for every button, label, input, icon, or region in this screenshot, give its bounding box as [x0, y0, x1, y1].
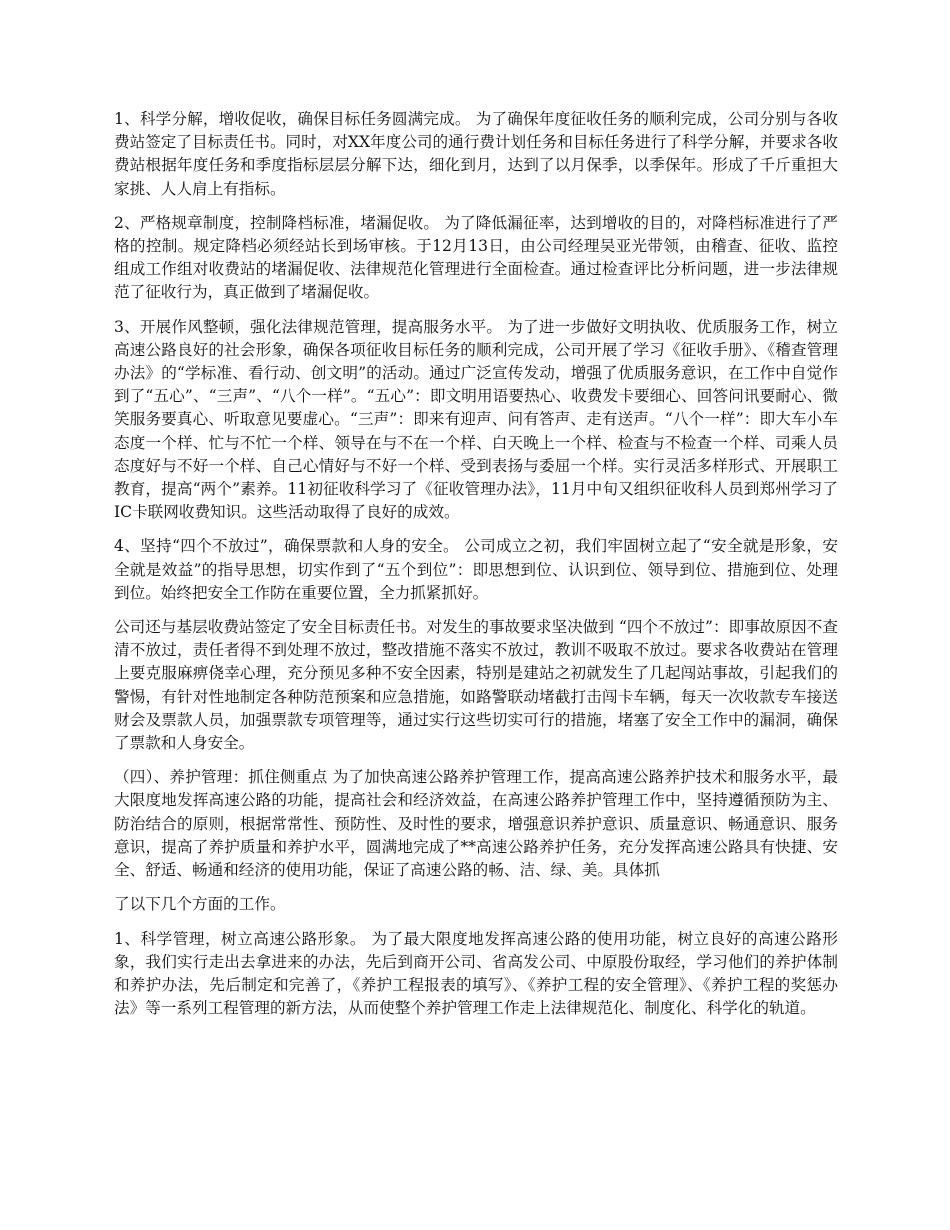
paragraph-7: 了以下几个方面的工作。 [114, 895, 286, 914]
paragraph-5: 公司还与基层收费站签定了安全目标责任书。对发生的事故要求坚决做到 “四个不放过”：即事故原因不查清不放过，责任者得不到处理不放过，整改措施不落实不放过，教训不吸取不放过。要求各收费站在管理上要克服麻痹侥幸心理，充分预见多种不安全因素，特别是建站之初就发生了几起闯站事故，引起我们的警惕，有针对性地制定各种防范预案和应急措施，如路警联动堵截打击闯卡车辆，每天一次收款专车接送财会及票款人员，加强票款专项管理等，通过实行这些切实可行的措施，堵塞了安全工作中的漏洞，确保了票款和人身安全。 [114, 618, 838, 753]
paragraph-3: 3、开展作风整顿，强化法律规范管理，提高服务水平。 为了进一步做好文明执收、优质服务工作，树立高速公路良好的社会形象，确保各项征收目标任务的顺利完成，公司开展了学习《征收手册》、《稽查管理办法》的“学标准、看行动、创文明”的活动。通过广泛宣传发动，增强了优质服务意识，在工作中自觉作到了“五心”、“三声”、“八个一样”。“五心”：即文明用语要热心、收费发卡要细心、回答问讯要耐心、微笑服务要真心、听取意见要虚心。“三声”：即来有迎声、问有答声、走有送声。“八个一样”：即大车小车态度一个样、忙与不忙一个样、领导在与不在一个样、白天晚上一个样、检查与不检查一个样、司乘人员态度好与不好一个样、自己心情好与不好一个样、受到表扬与委屈一个样。实行灵活多样形式、开展职工教育，提高“两个”素养。11初征收科学习了《征收管理办法》，11月中旬又组织征收科人员到郑州学习了IC卡联网收费知识。这些活动取得了良好的成效。 [114, 317, 838, 522]
document-body [114, 108, 838, 1031]
paragraph-2: 2、严格规章制度，控制降档标准，堵漏促收。 为了降低漏征率，达到增收的目的，对降档标准进行了严格的控制。规定降档必须经站长到场审核。于12月13日，由公司经理吴亚光带领，由稽查、征收、监控组成工作组对收费站的堵漏促收、法律规范化管理进行全面检查。通过检查评比分析问题，进一步法律规范了征收行为，真正做到了堵漏促收。 [114, 213, 838, 302]
paragraph-1: 1、科学分解，增收促收，确保目标任务圆满完成。 为了确保年度征收任务的顺利完成，公司分别与各收费站签定了目标责任书。同时，对XX年度公司的通行费计划任务和目标任务进行了科学分解，并要求各收费站根据年度任务和季度指标层层分解下达，细化到月，达到了以月保季，以季保年。形成了千斤重担大家挑、人人肩上有指标。 [114, 110, 838, 198]
paragraph-8: 1、科学管理，树立高速公路形象。 为了最大限度地发挥高速公路的使用功能，树立良好的高速公路形象，我们实行走出去拿进来的办法，先后到商开公司、省高发公司、中原股份取经，学习他们的养护体制和养护办法，先后制定和完善了，《养护工程报表的填写》、《养护工程的安全管理》、《养护工程的奖惩办法》等一系列工程管理的新方法，从而使整个养护管理工作走上法律规范化、制度化、科学化的轨道。 [114, 929, 838, 1018]
paragraph-4: 4、坚持“四个不放过”，确保票款和人身的安全。 公司成立之初，我们牢固树立起了“安全就是形象，安全就是效益”的指导思想，切实作到了“五个到位”：即思想到位、认识到位、领导到位、措施到位、处理到位。始终把安全工作防在重要位置，全力抓紧抓好。 [114, 537, 838, 602]
paragraph-6: （四）、养护管理：抓住侧重点 为了加快高速公路养护管理工作，提高高速公路养护技术和服务水平，最大限度地发挥高速公路的功能，提高社会和经济效益，在高速公路养护管理工作中，坚持遵循预防为主、防治结合的原则，根据常常性、预防性、及时性的要求，增强意识养护意识、质量意识、畅通意识、服务意识，提高了养护质量和养护水平，圆满地完成了**高速公路养护任务，充分发挥高速公路具有快捷、安全、舒适、畅通和经济的使用功能，保证了高速公路的畅、洁、绿、美。具体抓 [114, 768, 838, 880]
